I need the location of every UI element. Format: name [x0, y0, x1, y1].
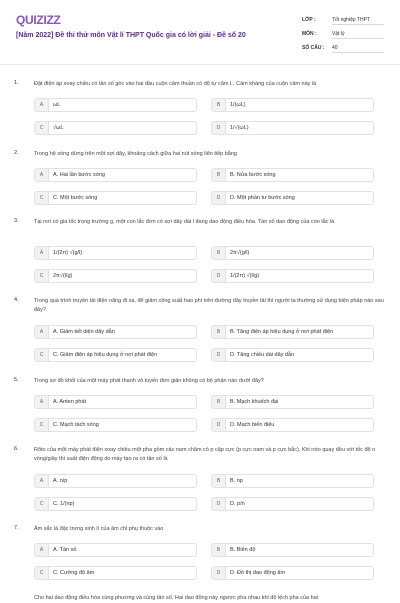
option-text: A. n/p — [53, 478, 68, 484]
option-d[interactable] — [211, 348, 374, 362]
option-letter: B — [212, 326, 226, 338]
option-letter: A — [35, 169, 49, 181]
option-letter: D — [212, 498, 226, 510]
question-4 — [14, 297, 388, 365]
option-letter: A — [35, 544, 49, 556]
option-b[interactable] — [211, 395, 374, 409]
option-letter: A — [35, 247, 49, 259]
question-text: Trong hệ sóng dừng trên một sợi dây, khoảng cách giữa hai nút sóng liên tiếp bằng — [34, 151, 237, 157]
meta-label: SỐ CÂU : — [302, 45, 325, 51]
option-text: D. p/n — [230, 501, 245, 507]
question-number: 2. — [14, 150, 19, 156]
option-letter: A — [35, 326, 49, 338]
header — [0, 0, 400, 65]
option-text: C. 1/(np) — [53, 501, 75, 507]
question-text: Tại nơi có gia tốc trọng trường g, một con lắc đơn có sợi dây dài l đang dao động điều hòa. Tần số dao động của con lắc là — [34, 219, 335, 225]
option-d[interactable] — [211, 418, 374, 432]
option-text: B. Tăng điện áp hiệu dụng ở nơi phát điện — [230, 329, 334, 335]
option-c[interactable] — [34, 348, 197, 362]
question-1 — [14, 80, 388, 138]
option-d[interactable] — [211, 121, 374, 135]
option-text: B. Biên độ — [230, 547, 256, 553]
option-letter: C — [35, 192, 49, 204]
option-b[interactable] — [211, 543, 374, 557]
option-text: C. Cường độ âm — [53, 570, 95, 576]
option-letter: B — [212, 396, 226, 408]
question-3 — [14, 218, 388, 286]
option-c[interactable] — [34, 121, 197, 135]
option-text: 2π√(l/g) — [53, 273, 73, 279]
question-7 — [14, 525, 388, 583]
option-c[interactable] — [34, 418, 197, 432]
question-text: Trong sơ đồ khối của một máy phát thanh vô tuyến đơn giản không có bộ phận nào dưới đây? — [34, 378, 264, 384]
option-text: √ωL — [53, 125, 64, 131]
option-letter: B — [212, 169, 226, 181]
meta-value: 40 — [332, 45, 384, 53]
option-d[interactable] — [211, 497, 374, 511]
question-text: Đặt điện áp xoay chiều có tần số góc vào hai đầu cuộn cảm thuần có độ tự cảm L. Cảm kháng của cuộn cảm này là — [34, 81, 317, 87]
question-number: 6. — [14, 446, 19, 452]
option-text: B. Mạch khuếch đại — [230, 399, 279, 405]
option-text: 2π√(g/l) — [230, 250, 250, 256]
option-b[interactable] — [211, 325, 374, 339]
question-text: Trong quá trình truyền tải điện năng đi xa, để giảm công suất hao phí trên đường dây truyền tải thì người ta thường sử dụng biện pháp nào sau đây? — [34, 298, 384, 313]
option-letter: D — [212, 192, 226, 204]
option-text: D. Đồ thị dao động âm — [230, 570, 286, 576]
option-letter: B — [212, 475, 226, 487]
option-c[interactable] — [34, 497, 197, 511]
option-b[interactable] — [211, 98, 374, 112]
meta-class — [302, 17, 392, 25]
option-text: A. Anten phát — [53, 399, 87, 405]
meta-value: Vật lý — [332, 31, 384, 39]
option-letter: D — [212, 270, 226, 282]
option-c[interactable] — [34, 191, 197, 205]
question-text: Cho hai dao động điều hòa cùng phương và cùng tần số. Hai dao động này ngược pha nhau khi độ lệch pha của hai — [34, 595, 318, 601]
option-text: A. Tần số — [53, 547, 77, 553]
option-a[interactable] — [34, 325, 197, 339]
question-number: 7. — [14, 525, 19, 531]
option-letter: A — [35, 475, 49, 487]
option-letter: C — [35, 419, 49, 431]
quizizz-logo: QUIZIZZ — [16, 13, 61, 27]
option-letter: D — [212, 349, 226, 361]
option-text: B. np — [230, 478, 243, 484]
option-a[interactable] — [34, 246, 197, 260]
meta-count — [302, 45, 392, 53]
option-d[interactable] — [211, 566, 374, 580]
option-a[interactable] — [34, 98, 197, 112]
option-letter: C — [35, 567, 49, 579]
option-d[interactable] — [211, 191, 374, 205]
question-2 — [14, 150, 388, 208]
document-title: [Năm 2022] Đề thi thử môn Vật lí THPT Quốc gia có lời giải - Đề số 20 — [16, 32, 246, 39]
meta-value: Tốt nghiệp THPT — [332, 17, 384, 25]
question-text: Rôto của một máy phát điện xoay chiều một pha gồm các nam châm có p cặp cực (p cực nam và p cực bắc). Khi roto quay đều với tốc độ n vòng/giây thì suất điện động do máy tạo ra có tần số là — [34, 447, 376, 462]
option-b[interactable] — [211, 168, 374, 182]
option-letter: C — [35, 122, 49, 134]
option-letter: B — [212, 99, 226, 111]
question-text: Âm sắc là đặc trưng sinh lí của âm chỉ phụ thuộc vào — [34, 526, 164, 532]
option-text: C. Một bước sóng — [53, 195, 98, 201]
option-a[interactable] — [34, 168, 197, 182]
option-text: 1/(2π) √(l/g) — [230, 273, 260, 279]
option-letter: B — [212, 247, 226, 259]
option-a[interactable] — [34, 474, 197, 488]
option-text: D. Một phần tư bước sóng — [230, 195, 295, 201]
option-d[interactable] — [211, 269, 374, 283]
option-text: 1/√(ωL) — [230, 125, 249, 131]
meta-subject — [302, 31, 392, 39]
option-text: ωL — [53, 102, 61, 108]
option-text: B. Nửa bước sóng — [230, 172, 276, 178]
question-number: 1. — [14, 80, 19, 86]
option-c[interactable] — [34, 566, 197, 580]
question-number: 5. — [14, 377, 19, 383]
question-8-partial — [14, 594, 388, 600]
option-text: A. Giảm tiết diện dây dẫn — [53, 329, 115, 335]
meta-label: MÔN : — [302, 31, 317, 37]
option-text: D. Mạch biến điệu — [230, 422, 275, 428]
option-text: C. Giảm điện áp hiệu dụng ở nơi phát điện — [53, 352, 158, 358]
option-text: A. Hai lần bước sóng — [53, 172, 105, 178]
meta-label: LỚP : — [302, 17, 316, 23]
option-text: C. Mạch tách sóng — [53, 422, 99, 428]
option-letter: A — [35, 396, 49, 408]
option-letter: D — [212, 122, 226, 134]
option-b[interactable] — [211, 474, 374, 488]
option-text: 1/(ωL) — [230, 102, 246, 108]
option-a[interactable] — [34, 395, 197, 409]
option-letter: C — [35, 349, 49, 361]
option-text: D. Tăng chiều dài dây dẫn — [230, 352, 295, 358]
option-letter: C — [35, 498, 49, 510]
option-a[interactable] — [34, 543, 197, 557]
option-letter: D — [212, 419, 226, 431]
option-letter: B — [212, 544, 226, 556]
option-letter: A — [35, 99, 49, 111]
question-number: 3. — [14, 218, 19, 224]
option-b[interactable] — [211, 246, 374, 260]
question-6 — [14, 446, 388, 514]
question-number: 4. — [14, 297, 19, 303]
option-letter: C — [35, 270, 49, 282]
option-text: 1/(2π) √(g/l) — [53, 250, 83, 256]
option-c[interactable] — [34, 269, 197, 283]
option-letter: D — [212, 567, 226, 579]
question-5 — [14, 377, 388, 435]
